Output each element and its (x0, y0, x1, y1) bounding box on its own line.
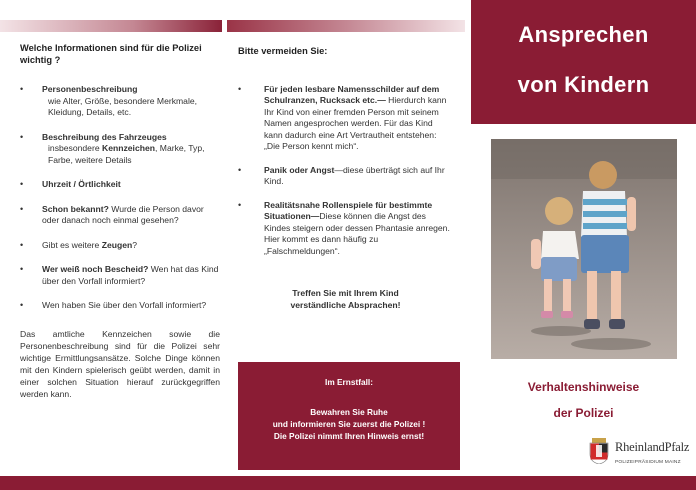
emergency-line: Bewahren Sie Ruhe (310, 407, 388, 417)
item-text: Farbe, weitere Details (48, 154, 132, 165)
list-item (20, 84, 220, 119)
item-text-post: ? (132, 239, 138, 250)
cover-subtitle (471, 374, 696, 426)
logo-brand: RheinlandPfalz (615, 440, 690, 454)
emergency-title: Im Ernstfall: (325, 377, 373, 387)
emergency-line: und informieren Sie zuerst die Polizei ! (272, 419, 426, 429)
item-title: Personenbeschreibung (42, 84, 138, 94)
avoid-column (238, 46, 453, 311)
subtitle-line: Verhaltenshinweise (527, 380, 640, 394)
subtitle-line: der Polizei (553, 406, 614, 420)
info-paragraph: Das amtliche Kennzeichen sowie die Personenbeschreibung sind für die Polizei sehr wichtige Ermittlungsansätze. Solche Dinge können mit den Kindern spielerisch geübt werden, damit in einer solchen Situation hierauf zurückgegriffen werden kann. (20, 328, 220, 399)
cover-title-box (471, 0, 696, 124)
bullet-icon: • (20, 179, 24, 189)
item-text-post: , Marke, Typ, (155, 143, 205, 153)
emergency-box (238, 362, 460, 470)
item-text-pre: Gibt es weitere (42, 239, 102, 250)
bullet-icon: • (20, 84, 24, 94)
avoid-list (238, 84, 453, 258)
list-item (238, 200, 453, 258)
agreement-tip (238, 287, 453, 311)
info-heading: Welche Informationen sind für die Polizei wichtig ? (20, 43, 202, 65)
item-title: Uhrzeit / Örtlichkeit (42, 179, 121, 189)
list-item (20, 240, 220, 252)
bottom-bar (0, 476, 696, 490)
list-item (20, 300, 220, 312)
children-illustration (491, 139, 677, 359)
cover-title-line: von Kindern (517, 72, 650, 97)
top-gradient-bar-left (0, 20, 222, 32)
emergency-line: Die Polizei nimmt Ihren Hinweis ernst! (273, 431, 425, 441)
list-item (20, 204, 220, 227)
list-item (238, 165, 453, 188)
bullet-icon: • (238, 83, 242, 94)
bullet-icon: • (20, 203, 24, 214)
bullet-icon: • (238, 164, 242, 175)
children-photo (491, 139, 677, 359)
item-title: Schon bekannt? (42, 203, 109, 214)
tip-line: Treffen Sie mit Ihrem Kind (292, 288, 399, 298)
bullet-icon: • (20, 300, 24, 310)
list-item (20, 264, 220, 287)
item-title: Realitätsnahe Rollenspiele für bestimmte Situationen— (264, 199, 433, 221)
item-text: —diese überträgt sich auf Ihr Kind. (264, 164, 445, 186)
item-text: Wen haben Sie über den Vorfall informiert? (42, 300, 207, 310)
list-item (20, 132, 220, 167)
info-list (20, 84, 220, 312)
item-text: wie Alter, Größe, besondere Merkmale, (48, 95, 198, 106)
list-item (20, 179, 220, 191)
item-text (42, 143, 220, 155)
bullet-icon: • (20, 239, 24, 250)
list-item (238, 84, 453, 153)
item-text: Wen hat das Kind über den Vorfall informiert? (42, 264, 219, 286)
bullet-icon: • (20, 131, 24, 142)
item-title: Für jeden lesbare Namensschilder auf dem Schulranzen, Rucksack etc.— (264, 83, 440, 105)
info-column (20, 42, 220, 400)
item-title: Wer weiß noch Bescheid? (42, 264, 149, 274)
item-text-pre: insbesondere (48, 143, 102, 153)
avoid-heading: Bitte vermeiden Sie: (238, 46, 328, 56)
cover-title-line: Ansprechen (518, 22, 649, 47)
item-text: Hierdurch kann Ihr Kind von einer fremden Person mit seinem Namen angesprochen werden. Für das Kind kann dadurch eine Art Vertrautheit entstehen: „Die Person kennt mich“. (264, 95, 447, 151)
logo-sub: POLIZEIPRÄSIDIUM MAINZ (615, 460, 681, 465)
item-text-bold: Kennzeichen (102, 143, 156, 153)
item-text: Wurde die Person davor oder danach noch einmal gesehen? (42, 203, 204, 225)
item-title: Beschreibung des Fahrzeuges (42, 131, 167, 142)
coat-of-arms-icon (589, 438, 609, 464)
item-title: Panik oder Angst (264, 164, 335, 175)
item-text: Diese können die Angst des Kindes steigern oder dessen Phantasie anregen. Hier kommt es dann häufig zu „Falschmeldungen“. (264, 211, 450, 256)
rheinland-pfalz-logo (589, 436, 689, 472)
item-title: Zeugen (101, 239, 133, 250)
item-text: Kleidung, Details, etc. (48, 107, 132, 117)
bullet-icon: • (238, 199, 242, 210)
bullet-icon: • (20, 264, 24, 274)
tip-line: verständliche Absprachen! (290, 300, 401, 310)
top-gradient-bar-middle (227, 20, 465, 32)
